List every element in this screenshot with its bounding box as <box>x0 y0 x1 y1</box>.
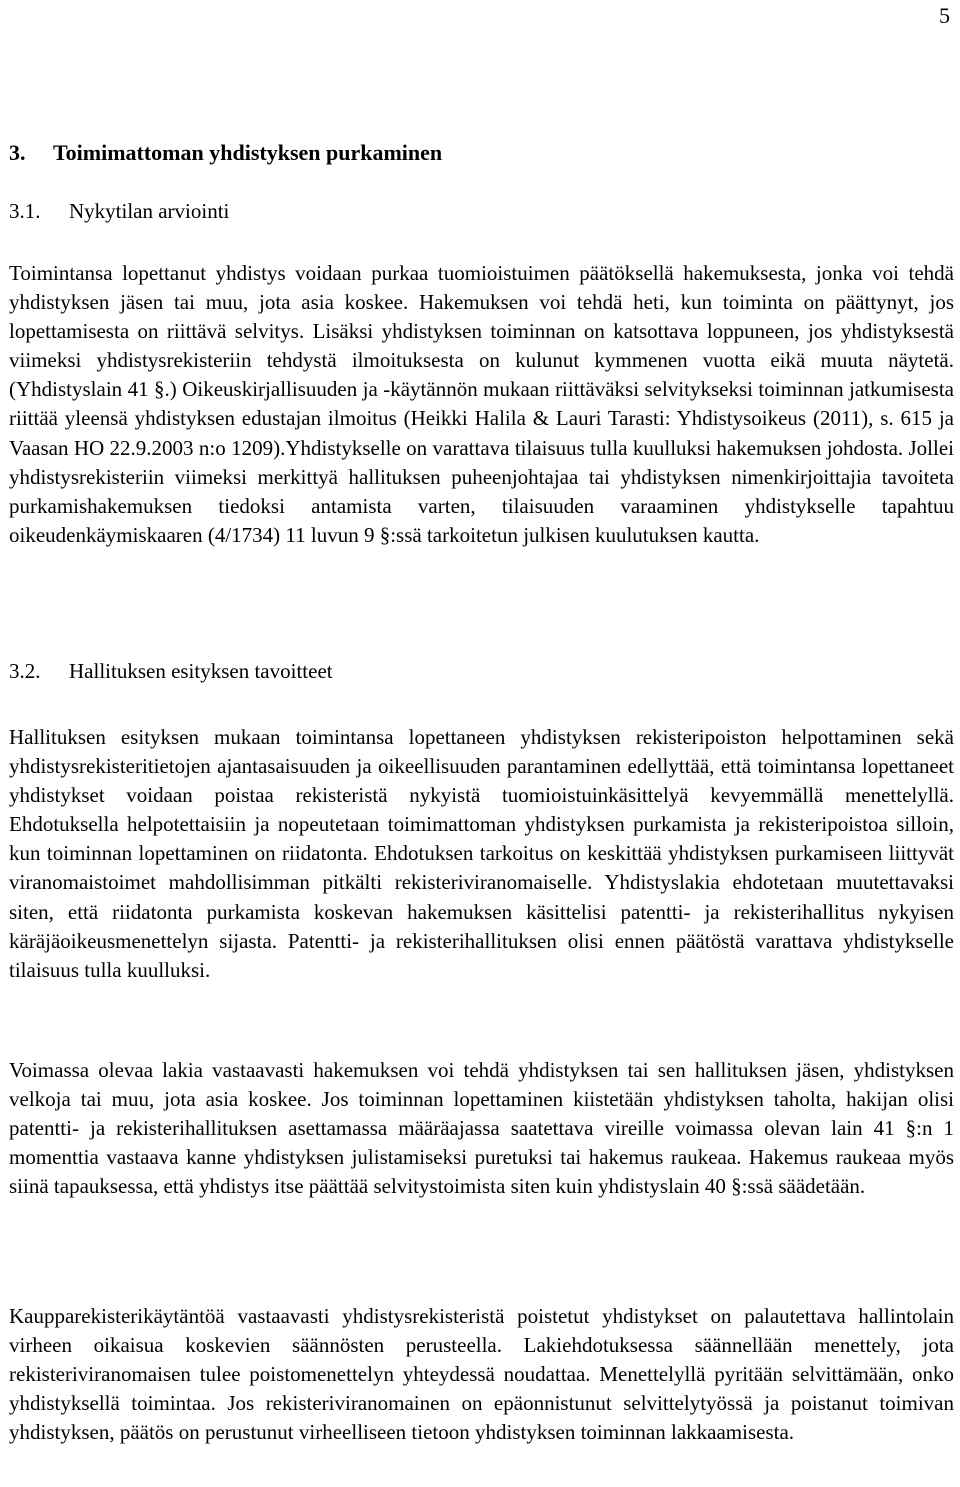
section-3-title: Toimimattoman yhdistyksen purkaminen <box>53 140 443 165</box>
page-number: 5 <box>939 3 950 28</box>
section-3-1-number: 3.1. <box>9 199 41 223</box>
section-3-1-title: Nykytilan arviointi <box>69 199 230 223</box>
section-3-2-heading <box>9 656 333 686</box>
section-3-2-paragraph-2: Voimassa olevaa lakia vastaavasti hakemuksen voi tehdä yhdistyksen tai sen hallituksen jäsen, yhdistyksen velkoja tai muu, jota asia koskee. Jos toiminnan lopettaminen kiistetään yhdistyksen taholta, hakijan olisi patentti- ja rekisterihallituksen asettamassa määräajassa saatettava vireille voimassa olevan lain 41 §:n 1 momenttia vastaava kanne yhdistyksen julistamiseksi puretuksi tai hakemus raukeaa. Hakemus raukeaa myös siinä tapauksessa, että yhdistys itse päättää selvitystoimista siten kuin yhdistyslain 40 §:ssä säädetään. <box>9 1058 954 1199</box>
section-3-2-title: Hallituksen esityksen tavoitteet <box>69 659 333 683</box>
section-3-number: 3. <box>9 140 26 165</box>
section-3-2-number: 3.2. <box>9 659 41 683</box>
section-3-heading <box>9 138 442 168</box>
section-3-2-paragraph-3: Kaupparekisterikäytäntöä vastaavasti yhdistysrekisteristä poistetut yhdistykset on palautettava hallintolain virheen oikaisua koskevien säännösten perusteella. Lakiehdotuksessa säännellään menettely, jota rekisteriviranomaisen tulee poistomenettelyn yhteydessä noudattaa. Menettelyllä pyritään selvittämään, onko yhdistyksellä toimintaa. Jos rekisteriviranomainen on epäonnistunut selvittelytyössä ja poistanut toimivan yhdistyksen, päätös on perustunut virheelliseen tietoon yhdistyksen toiminnan lakkaamisesta. <box>9 1304 954 1445</box>
section-3-2-paragraph-1: Hallituksen esityksen mukaan toimintansa lopettaneen yhdistyksen rekisteripoiston helpottaminen sekä yhdistysrekisteritietojen ajantasaisuuden ja oikeellisuuden parantaminen edellyttää, että toimintansa lopettaneet yhdistykset voidaan poistaa rekisteristä nykyistä tuomioistuinkäsittelyä kevyemmällä menettelyllä. Ehdotuksella helpotettaisiin ja nopeutetaan toimimattoman yhdistyksen purkamista ja rekisteripoistoa silloin, kun toiminnan lopettaminen on riidatonta. Ehdotuksen tarkoitus on keskittää yhdistyksen purkamiseen liittyvät viranomaistoimet mahdollisimman pitkälti rekisteriviranomaiselle. Yhdistyslakia ehdotetaan muutettavaksi siten, että riidatonta purkamista koskevan hakemuksen käsittelisi patentti- ja rekisterihallitus nykyisen käräjäoikeusmenettelyn sijasta. Patentti- ja rekisterihallituksen olisi ennen päätöstä varattava yhdistykselle tilaisuus tulla kuulluksi. <box>9 725 954 982</box>
section-3-1-heading <box>9 196 229 226</box>
section-3-1-paragraph: Toimintansa lopettanut yhdistys voidaan purkaa tuomioistuimen päätöksellä hakemuksesta, jonka voi tehdä yhdistyksen jäsen tai muu, jota asia koskee. Hakemuksen voi tehdä heti, kun toiminta on päättynyt, jos lopettamisesta on riittävä selvitys. Lisäksi yhdistyksen toiminnan on katsottava loppuneen, jos yhdistyksestä viimeksi yhdistysrekisteriin tehdystä ilmoituksesta on kulunut kymmenen vuotta eikä muuta näytetä. (Yhdistyslain 41 §.) Oikeuskirjallisuuden ja -käytännön mukaan riittäväksi selvitykseksi toiminnan jatkumisesta riittää yleensä yhdistyksen edustajan ilmoitus (Heikki Halila & Lauri Tarasti: Yhdistysoikeus (2011), s. 615 ja Vaasan HO 22.9.2003 n:o 1209).Yhdistykselle on varattava tilaisuus tulla kuulluksi hakemuksen johdosta. Jollei yhdistysrekisteriin viimeksi merkittyä hallituksen puheenjohtajaa tai yhdistyksen nimenkirjoittajia tavoiteta purkamishakemuksen tiedoksi antamista varten, tilaisuuden varaaminen yhdistykselle tapahtuu oikeudenkäymiskaaren (4/1734) 11 luvun 9 §:ssä tarkoitetun julkisen kuulutuksen kautta. <box>9 261 954 547</box>
